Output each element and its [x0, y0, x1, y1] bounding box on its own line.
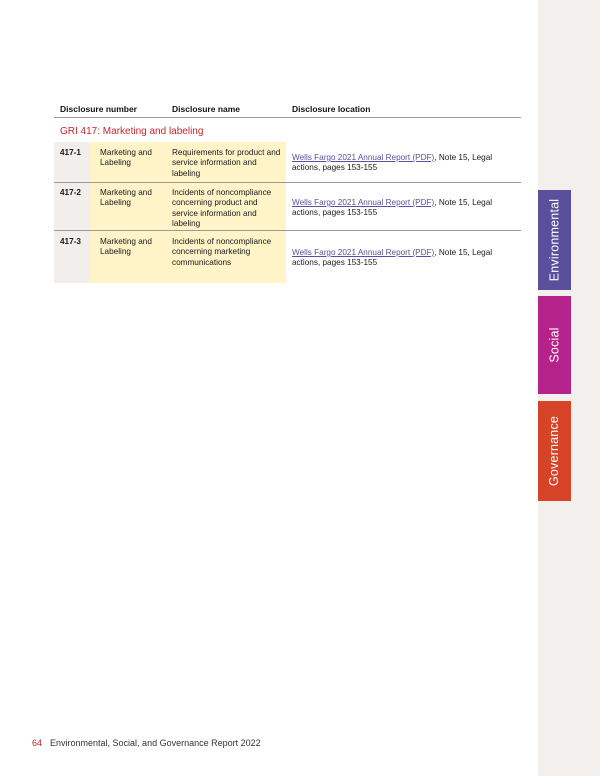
report-title: Environmental, Social, and Governance Report 2022	[50, 738, 261, 748]
disclosure-number: 417-2	[60, 188, 81, 197]
header-disclosure-number: Disclosure number	[60, 104, 137, 114]
table-row	[54, 183, 521, 231]
table-row	[54, 142, 521, 183]
tab-social[interactable]	[538, 296, 571, 394]
tab-social-label: Social	[547, 327, 562, 363]
header-disclosure-name: Disclosure name	[172, 104, 241, 114]
disclosure-name: Incidents of noncompliance concerning marketing communications	[172, 237, 272, 267]
disclosure-topic: Marketing and Labeling	[100, 188, 152, 208]
page-footer	[32, 738, 261, 748]
disclosure-number: 417-1	[60, 148, 81, 157]
header-disclosure-location: Disclosure location	[292, 104, 371, 114]
disclosure-number: 417-3	[60, 237, 81, 246]
disclosure-name: Requirements for product and service information and labeling	[172, 148, 281, 178]
disclosure-location: Wells Fargo 2021 Annual Report (PDF), Note 15, Legal actions, pages 153-155	[292, 248, 493, 268]
disclosure-topic: Marketing and Labeling	[100, 148, 152, 168]
disclosure-name: Incidents of noncompliance concerning product and service information and labeling	[172, 188, 272, 228]
disclosure-topic: Marketing and Labeling	[100, 237, 152, 257]
table-row	[54, 231, 521, 283]
tab-governance[interactable]	[538, 401, 571, 501]
annual-report-link[interactable]: Wells Fargo 2021 Annual Report (PDF)	[292, 153, 435, 162]
tab-governance-label: Governance	[547, 415, 562, 487]
header-divider	[54, 117, 521, 118]
disclosure-location: Wells Fargo 2021 Annual Report (PDF), Note 15, Legal actions, pages 153-155	[292, 153, 493, 173]
tab-environmental[interactable]	[538, 190, 571, 290]
annual-report-link[interactable]: Wells Fargo 2021 Annual Report (PDF)	[292, 248, 435, 257]
disclosure-location: Wells Fargo 2021 Annual Report (PDF), Note 15, Legal actions, pages 153-155	[292, 198, 493, 218]
page-number: 64	[32, 738, 43, 748]
annual-report-link[interactable]: Wells Fargo 2021 Annual Report (PDF)	[292, 198, 435, 207]
tab-environmental-label: Environmental	[547, 198, 562, 282]
section-title: GRI 417: Marketing and labeling	[60, 126, 204, 137]
